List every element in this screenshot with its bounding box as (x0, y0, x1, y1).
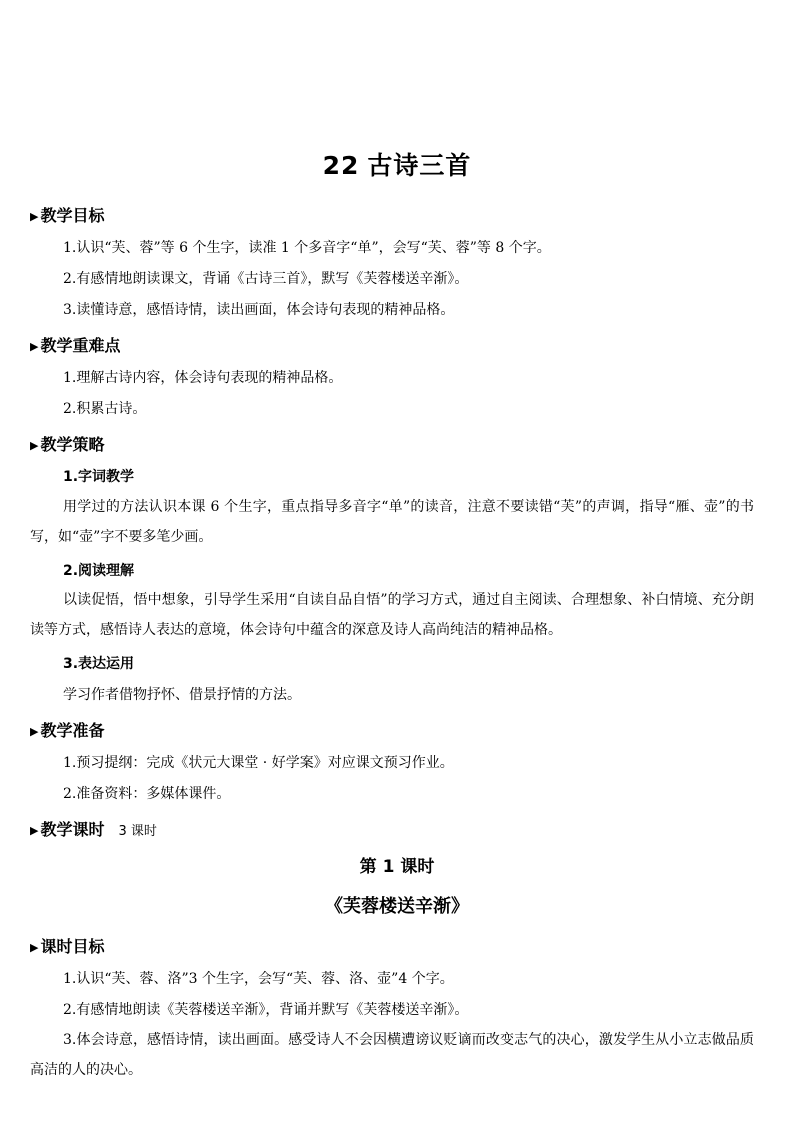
preparation-item: 2.准备资料：多媒体课件。 (63, 786, 231, 802)
section-heading-goals: ▶ 教学目标 (30, 206, 105, 225)
preparation-item: 1.预习提纲：完成《状元大课堂 · 好学案》对应课文预习作业。 (63, 755, 454, 771)
strategy-paragraph: 以读促悟，悟中想象，引导学生采用“自读自品自悟”的学习方式，通过自主阅读、合理想象、补白情境、充分朗读等方式，感悟诗人表达的意境，体会诗句中蕴含的深意及诗人高尚纯洁的精神品格。 (30, 592, 754, 638)
key-point-item: 2.积累古诗。 (63, 401, 147, 417)
goal-item: 2.有感情地朗读课文，背诵《古诗三首》，默写《芙蓉楼送辛渐》。 (63, 271, 469, 287)
strategy-paragraph: 学习作者借物抒怀、借景抒情的方法。 (63, 687, 301, 703)
section-heading-preparation: ▶ 教学准备 (30, 721, 105, 740)
lesson-label: 第 1 课时 (359, 857, 435, 877)
goal-item: 1.认识“芙、蓉”等 6 个生字，读准 1 个多音字“单”，会写“芙、蓉”等 8 个字。 (63, 240, 551, 256)
strategy-subheading: 2.阅读理解 (63, 563, 135, 579)
lesson-goal-item: 1.认识“芙、蓉、洛”3 个生字，会写“芙、蓉、洛、壶”4 个字。 (63, 971, 454, 987)
hours-value: 3 课时 (118, 824, 157, 839)
lesson-goal-item: 3.体会诗意，感悟诗情，读出画面。感受诗人不会因横遭谤议贬谪而改变志气的决心，激发学生从小立志做品质高洁的人的决心。 (30, 1032, 754, 1078)
triangle-marker-icon: ▶ (30, 439, 39, 452)
strategy-subheading: 3.表达运用 (63, 656, 135, 672)
section-heading-key-points: ▶ 教学重难点 (30, 336, 121, 355)
section-heading-strategy: ▶ 教学策略 (30, 435, 105, 454)
triangle-marker-icon: ▶ (30, 340, 39, 353)
lesson-goal-item: 2.有感情地朗读《芙蓉楼送辛渐》，背诵并默写《芙蓉楼送辛渐》。 (63, 1002, 469, 1018)
section-heading-lesson-goals: ▶ 课时目标 (30, 937, 105, 956)
triangle-marker-icon: ▶ (30, 725, 39, 738)
strategy-paragraph: 用学过的方法认识本课 6 个生字，重点指导多音字“单”的读音，注意不要读错“芙”的声调，指导“雁、壶”的书写，如“壶”字不要多笔少画。 (30, 499, 754, 545)
triangle-marker-icon: ▶ (30, 941, 39, 954)
triangle-marker-icon: ▶ (30, 824, 39, 837)
goal-item: 3.读懂诗意，感悟诗情，读出画面，体会诗句表现的精神品格。 (63, 302, 455, 318)
poem-title: 《芙蓉楼送辛渐》 (325, 896, 469, 917)
key-point-item: 1.理解古诗内容，体会诗句表现的精神品格。 (63, 370, 343, 386)
lesson-title: 古诗三首 (367, 151, 472, 180)
strategy-subheading: 1.字词教学 (63, 469, 135, 485)
triangle-marker-icon: ▶ (30, 210, 39, 223)
section-heading-hours: ▶ 教学课时 3 课时 (30, 820, 157, 839)
page-title (0, 146, 794, 182)
lesson-number: 22 (322, 151, 360, 180)
